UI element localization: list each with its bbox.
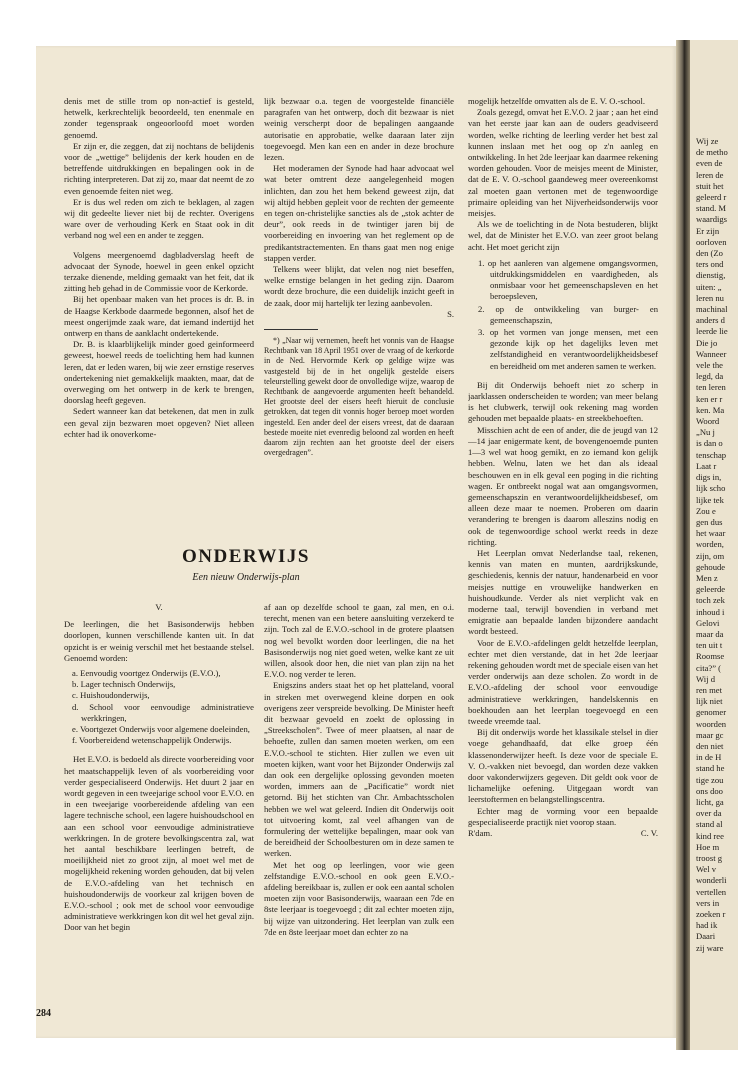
next-page-line: lijk scho	[696, 483, 726, 494]
paragraph: Echter mag de vorming voor een bepaalde gespecialiseerde practijk niet voorop staan.	[468, 805, 658, 827]
next-page-line: Wel v	[696, 864, 717, 875]
next-page-line: ten uit t	[696, 640, 723, 651]
list-item: f. Voorbereidend wetenschappelijk Onderwijs.	[72, 735, 232, 746]
next-page-line: stand he	[696, 763, 725, 774]
next-page-line: leren nu	[696, 292, 724, 303]
paragraph: Er is dus wel reden om zich te beklagen, al zagen wij dit gedeelte liever niet bij de rechter. Overigens ware over de verhouding Kerk en Staat ook in dit verband nog wel een en ander te zeggen.	[64, 196, 254, 241]
paragraph: denis met de stille trom op non-actief is gesteld, hetwelk, kerkrechtelijk beoordeeld, ten enenmale en zonder tegenspraak ongeoorloofd moet worden genoemd.	[64, 96, 254, 140]
next-page-line: Wij ze	[696, 136, 719, 146]
column-1-top	[64, 96, 254, 532]
next-page-line: inhoud i	[696, 606, 725, 617]
footnote-text: *) „Naar wij vernemen, heeft het vonnis van de Haagse Rechtbank van 18 April 1951 over de vraag of de kerkorde in de Ned. Hervormde Kerk op geldige wijze was vastgesteld bij de in het ongelijk gestelde eisers teleurstelling gewekt door de onvolledige wijze, waarop de Rechtbank de aangevoerde argumenten heeft behandeld. Het grootste deel der eisers heeft hieruit de conclusie getrokken, dat tegen dit vonnis hoger beroep moet worden ingesteld. Een ander deel der eisers vreest, dat de daaraan bestede moeite niet evenredig beloond zal worden en heeft daarom zijn rechten aan het grootste deel der eisers overgedragen”.	[264, 336, 454, 458]
list-item: e. Voortgezet Onderwijs voor algemene doeleinden,	[72, 724, 250, 735]
paragraph: Sedert wanneer kan dat betekenen, dat men in zulk een geval zijn bezwaren moet opgeven? Niet alleen echter had ik onoverkome-	[64, 406, 254, 439]
paragraph: Met het oog op leerlingen, voor wie geen zelfstandige E.V.O.-school en ook geen E.V.O.-afdeling bereikbaar is, zullen er ook een aantal scholen moeten zijn voor Basisonderwijs, waaraan een 7de en 8ste leerjaar is toegevoegd ; dit zal echter moeten zijn, bij wijze van uitzondering. Het leerplan van zulk een 7de en 8ste leerjaar moet dan echter zo na	[264, 859, 454, 937]
next-page-line: Gelovi	[696, 617, 720, 628]
next-page-line: waardigs	[696, 214, 728, 225]
paragraph: Als we de toelichting in de Nota bestuderen, blijkt wel, dat de Minister het E.V.O. van zeer groot belang acht. Het moet gericht zijn	[468, 219, 658, 252]
paragraph: Het Leerplan omvat Nederlandse taal, rekenen, kennis van maten en munten, aardrijkskunde, geschiedenis, kennis der natuur, handenarbeid en voor meisjes nuttige en vrouwelijke handwerken en huishoudkunde. Verder als niet verplicht vak en moderne taal, terwijl bovendien in verband met emigratie aan bepaalde landen bijzondere aandacht wordt besteed.	[468, 547, 658, 637]
next-page-line: Wanneer	[696, 348, 727, 359]
magazine-page	[36, 46, 676, 1038]
footnote-divider	[264, 329, 318, 330]
paragraph: Misschien acht de een of ander, die de jeugd van 12—14 jaar enigermate kent, de bovengenoemde punten 1—3 wel wat hoog gemikt, en zo iemand kon gelijk hebben. Welnu, laten we het dan als ideaal beschouwen en in elk geval een poging in die richting wagen. Er ontbreekt nogal wat aan omgangsvormen, gemeenschapszin en verantwoordelijkheidsbesef, om alleen deze maar te noemen. Proberen om daarin verandering te brengen is daarom alleszins nodig en ook de tegenwoordige school werkt reeds in deze richting.	[468, 424, 658, 547]
next-page-line: genomer	[696, 707, 727, 718]
next-page-line: Er zijn	[696, 225, 720, 236]
next-page-line: uiten: „	[696, 281, 722, 292]
paragraph: af aan op dezelfde school te gaan, zal men, en o.i. terecht, menen van een betere aansluiting verzekerd te zijn. Toch zal de E.V.O.-school in de grotere plaatsen nog wel bevolkt worden door leerlingen, die na het Basisonderwijs nog niet goed weten, welke kant ze uit willen, alsook door hen, die niet van plan zijn na het E.V.O. nog verder te leren.	[264, 602, 454, 680]
paragraph: lijk bezwaar o.a. tegen de voorgestelde financiële paragrafen van het ontwerp, doch dit bezwaar is niet weinig verscherpt door de bepalingen aangaande autorisatie en approbatie, welke daaraan later zijn toegevoegd. Men kan een en ander in deze brochure lezen.	[264, 96, 454, 163]
next-page-line: zijn, om	[696, 550, 725, 561]
next-page-line: worden,	[696, 539, 724, 550]
next-page-line: tenschap	[696, 449, 727, 460]
section-heading: ONDERWIJS	[182, 546, 310, 567]
next-page-line: vers in	[696, 897, 720, 908]
next-page-line: kind ree	[696, 830, 724, 841]
next-page-line: in de H	[696, 752, 722, 763]
next-page-line: Daari	[696, 931, 716, 942]
next-page-line: Hoe m	[696, 841, 720, 852]
next-page-line: Die jo	[696, 337, 718, 348]
next-page-line: over da	[696, 808, 722, 819]
next-page-line: is dan o	[696, 438, 723, 449]
next-page-line: den (Zo	[696, 248, 723, 259]
next-page-line: Woord	[696, 416, 720, 427]
list-item: d. School voor eenvoudige administratieve werkkringen,	[72, 701, 254, 723]
next-page-line: stuit het	[696, 180, 724, 191]
next-page-line: Roomse	[696, 651, 725, 662]
next-page-line: Wij d	[696, 673, 715, 684]
next-page-line: had ik	[696, 920, 718, 931]
next-page-line: gehoude	[696, 561, 726, 572]
next-page-edge	[690, 40, 738, 1050]
next-page-line: gen dus	[696, 516, 723, 527]
next-page-line: den niet	[696, 740, 724, 751]
paragraph: Bij het openbaar maken van het proces is dr. B. in de Haagse Kerkbode daarmede begonnen, alsof het de meest ongerijmde zaak ware, dat iemand indertijd het ontwerp en thans de aanklacht ondertekende.	[64, 294, 254, 339]
paragraph: Bij dit onderwijs worde het klassikale stelsel in dier voege gehandhaafd, dat elke groep één klassenonderwijzer heeft. Is deze voor de speciale E. V. O.-vakken niet bevoegd, dan worden deze vakken door vakonderwijzers gegeven. Dit geldt ook voor de lichamelijke oefening. Uitgegaan wordt van leerstoftermen en belangstellingscentra.	[468, 727, 658, 805]
paragraph: Dr. B. is klaarblijkelijk minder goed geinformeerd geweest, hoewel reeds de toelichting hem had kunnen leren, dat er leden waren, bij wie zeer ernstige reserves ondertekening niet gemakkelijk maakten, maar, dat de overweging om het ontwerp in de kerk te brengen, doorslag heeft gegeven.	[64, 339, 254, 406]
paragraph: De leerlingen, die het Basisonderwijs hebben doorlopen, kunnen verschillende kanten uit. In dat opzicht is er weinig verschil met het bestaande stelsel. Genoemd worden:	[64, 619, 254, 663]
next-page-line: ons doo	[696, 785, 723, 796]
next-page-line: toch zek	[696, 595, 725, 606]
next-page-line: stand al	[696, 819, 723, 830]
next-page-line: digs in,	[696, 472, 722, 483]
next-page-line: ken. Ma	[696, 404, 725, 415]
next-page-line: ken er r	[696, 393, 723, 404]
next-page-line: het waar	[696, 528, 726, 539]
paragraph: Het E.V.O. is bedoeld als directe voorbereiding voor het maatschappelijk leven of als voorbereiding voor verder gespecialiseerd Onderwijs. Het duurt 2 jaar en wordt gegeven in een tweejarige school voor E.V.O. en in een tweejarige voorbereidende afdeling van een lagere technische school, een lagere huishoudschool en aan een school voor eenvoudige administratieve werkkringen. In de grotere bevolkingscentra zal, wat het aantal beschikbare leerlingen betreft, de moeilijkheid niet zo groot zijn, al moet wel met de mogelijkheid rekening worden gehouden, dat bij velen de E.V.O.-afdeling van het technisch en huishoudonderwijs de voorkeur zal krijgen boven de E.V.O.-school ; ook met de school voor eenvoudige administratieve werkkringen kon dit wel het geval zijn. Door van het begin	[64, 754, 254, 933]
next-page-line: ren met	[696, 684, 723, 695]
footnote	[264, 336, 454, 458]
paragraph: Volgens meergenoemd dagbladverslag heeft de advocaat der Synode, hoewel in geen enkel opzicht terzake dienende, melding gemaakt van het feit, dat ik zitting heb gehad in de Commissie voor de Kerkorde.	[64, 249, 254, 294]
next-page-line: de metho	[696, 147, 728, 158]
next-page-line: machinal	[696, 304, 728, 315]
next-page-line: ten leren	[696, 382, 726, 393]
section-number: V.	[155, 602, 163, 612]
next-page-line: tige zou	[696, 774, 724, 785]
article-signature	[468, 828, 658, 839]
next-page-line: zoeken r	[696, 909, 726, 920]
next-page-line: leren de	[696, 169, 724, 180]
next-page-line: anders d	[696, 315, 725, 326]
column-3	[468, 96, 658, 1042]
paragraph: Enigszins anders staat het op het platteland, vooral in streken met overwegend kleine dorpen en ook overigens zeer verspreide bevolking. De Minister heeft dit bezwaar gevoeld en zoekt de oplossing in „Streekscholen”. Twee of meer plaatsen, al naar de behoefte, zullen dan samen moeten werken, om een E.V.O.-school te stichten. Hier zullen we even uit moeten kijken, want voor het Bijzonder Onderwijs zal dan ook een dergelijke oplossing gevonden moeten worden, immers aan de „Pacificatie” wordt niet getornd. Bij het stichten van Chr. Ambachtsscholen hebben we wel wat geleerd. Indien dit Onderwijs ooit tot uitvoering komt, zal veel afhangen van de formulering der wettelijke bepalingen, maar ook van de bereidheid der Schoolbesturen om in deze samen te werken.	[264, 680, 454, 859]
next-page-line: lijk niet	[696, 696, 723, 707]
goals-list	[468, 258, 658, 372]
next-page-text	[696, 136, 738, 1036]
list-item: a. Eenvoudig voortgez Onderwijs (E.V.O.),	[72, 668, 221, 679]
signature-initials: C. V.	[640, 828, 658, 838]
next-page-line: vertellen	[696, 886, 727, 897]
section-subheading: Een nieuw Onderwijs-plan	[192, 572, 300, 583]
list-item: 1. op het aanleren van algemene omgangsvormen, uitdrukkingsmiddelen en vaardigheden, als onmisbaar voor het gemeenschapsleven en het beroepsleven,	[478, 257, 658, 302]
paragraph: Het moderamen der Synode had haar advocaat wel wat beter omtrent deze aangelegenheid mogen inlichten, dan zou het hem bekend geweest zijn, dat wij altijd hebben gepleit voor de rechten der gemeente en tegen on-christelijke sancties als de „stok achter de deur”, ook reeds in de twintiger jaren bij de voorbereiding en invoering van het reglement op de predikantstractementen. En thans gaat men nog enige stappen verder.	[264, 163, 454, 263]
list-item: 3. op het vormen van jonge mensen, met een gezonde kijk op het dagelijks leven met zelfstandigheid en verantwoordelijkheidsbesef en bereidheid om met anderen samen te werken.	[478, 327, 658, 371]
list-item: c. Huishoudonderwijs,	[72, 690, 150, 701]
next-page-line: Men z	[696, 572, 718, 583]
next-page-line: licht, ga	[696, 796, 724, 807]
next-page-line: lijke tek	[696, 494, 724, 505]
paragraph: mogelijk hetzelfde omvatten als de E. V. O.-school.	[468, 96, 646, 106]
next-page-line: „Nu j	[696, 427, 715, 438]
next-page-line: ters ond	[696, 259, 724, 270]
paragraph: Telkens weer blijkt, dat velen nog niet beseffen, welke ernstige belangen in het geding zijn. Daarom wordt deze brochure, die een duidelijk inzicht geeft in de zaak, door mij hartelijk ter lezing aanbevolen.	[264, 264, 454, 308]
next-page-line: cita?” (	[696, 662, 722, 673]
next-page-line: even de	[696, 158, 723, 169]
next-page-line: dienstig,	[696, 270, 726, 281]
next-page-line: geleerd r	[696, 192, 727, 203]
signature-place: R'dam.	[468, 828, 493, 838]
next-page-line: zij ware	[696, 942, 724, 953]
next-page-line: legd, da	[696, 371, 724, 382]
next-page-line: wonderli	[696, 875, 727, 886]
column-1-bottom	[64, 602, 254, 1034]
next-page-line: leerde lie	[696, 326, 728, 337]
paragraph: Voor de E.V.O.-afdelingen geldt hetzelfde leerplan, echter met dien verstande, dat in het 2de leerjaar rekening gehouden wordt met de speciale eisen van het verder onderwijs aan deze scholen. Zo wordt in de E.V.O.-afdeling der school voor eenvoudige administratieve werkkringen, handelskennis en boekhouden aan het leerplan toegevoegd en een tweede vreemde taal.	[468, 637, 658, 726]
book-spine-gutter	[676, 40, 690, 1050]
next-page-line: troost g	[696, 853, 723, 863]
author-signature: S.	[447, 308, 454, 319]
paragraph: Bij dit Onderwijs behoeft niet zo scherp in jaarklassen onderscheiden te worden; van meer belang is het clubwerk, terwijl ook rekening mag worden gehouden met bepaalde plaats- en streekbehoeften.	[468, 379, 658, 424]
list-item: b. Lager technisch Onderwijs,	[72, 679, 176, 690]
column-2-top	[264, 96, 454, 532]
next-page-line: geleerde	[696, 584, 726, 595]
next-page-line: stand. M	[696, 203, 727, 214]
list-item: 2. op de ontwikkeling van burger- en gemeenschapszin,	[478, 303, 658, 325]
column-2-bottom	[264, 602, 454, 1034]
next-page-line: vele the	[696, 360, 723, 371]
page-number: 284	[36, 1008, 51, 1019]
school-types-list	[64, 668, 254, 746]
next-page-line: woorden	[696, 718, 727, 729]
next-page-line: oorloven	[696, 236, 727, 247]
paragraph: Zoals gezegd, omvat het E.V.O. 2 jaar ; aan het eind van het eerste jaar kan aan de ouders geadviseerd worden, welke richting de leerling verder het best zal kunnen inslaan met het oog op z'n aanleg en ontwikkeling. In het 2de leerjaar kan daarmee rekening worden gehouden. Voor de meisjes meent de Minister, dat de E. V. O.-school gaandeweg meer overeenkomst zal moeten gaan vertonen met de tegenwoordige primaire opleiding van het Nijverheidsonderwijs voor meisjes.	[468, 107, 658, 219]
next-page-line: maar gc	[696, 729, 724, 740]
next-page-line: Zou e	[696, 505, 716, 516]
paragraph: Er zijn er, die zeggen, dat zij nochtans de belijdenis voor de „wettige” belijdenis der kerk houden en de betreffende uitdrukkingen en bepalingen ook in de richting interpreteren. Dat zij zo, maar dat neemt de zo even genoemde feiten niet weg.	[64, 140, 254, 196]
next-page-line: Laat r	[696, 460, 717, 471]
next-page-line: maar da	[696, 628, 724, 639]
